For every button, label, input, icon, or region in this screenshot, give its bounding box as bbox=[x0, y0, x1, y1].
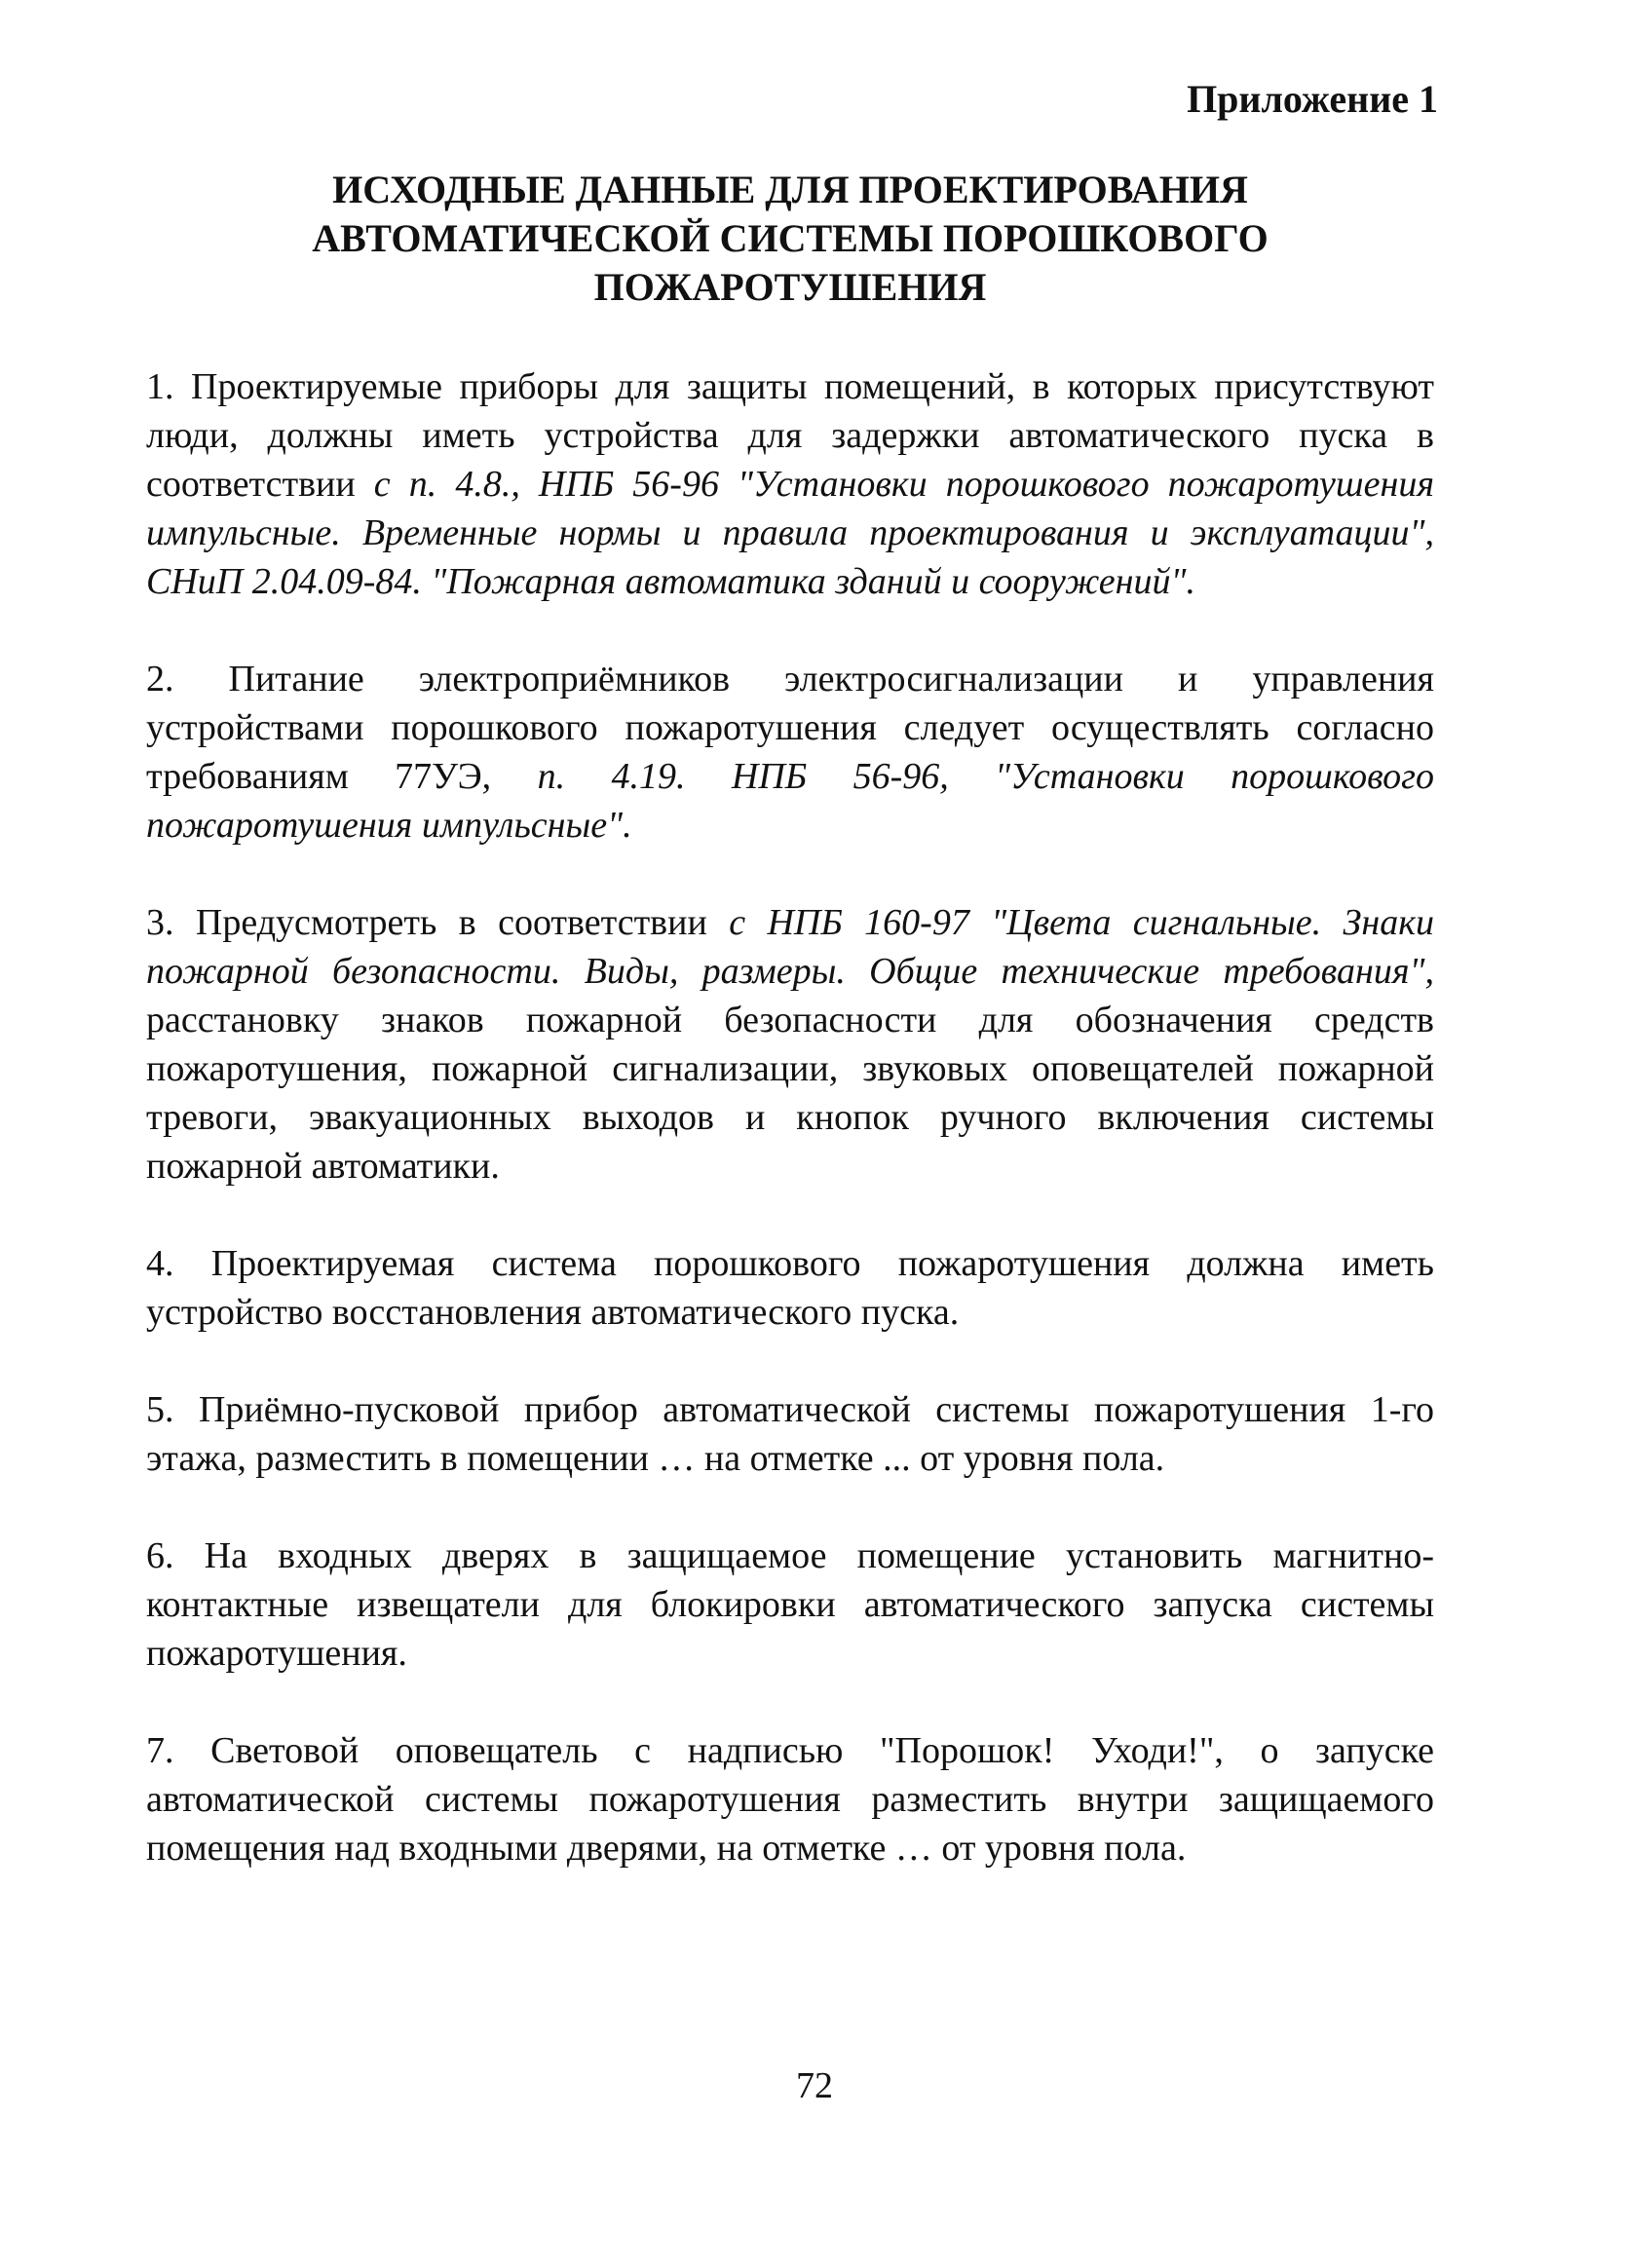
paragraph-3-text-end: расстановку знаков пожарной безопасности для обозначения средств пожаротушения, пожарной сигнализации, звуковых оповещателей пожарной тревоги, эвакуационных выходов и кнопок ручного включения системы пожарной автоматики. bbox=[146, 1000, 1434, 1187]
document-title bbox=[146, 166, 1434, 312]
paragraph-2-reference: п. 4.19. НПБ 56-96, "Установки порошкового пожаротушения импульсные". bbox=[146, 756, 1435, 846]
paragraph-6: 6. На входных дверях в защищаемое помещение установить магнитно-контактные извещатели для блокировки автоматического запуска системы пожаротушения. bbox=[146, 1535, 1434, 1674]
paragraph-5: 5. Приёмно-пусковой прибор автоматической системы пожаротушения 1-го этажа, разместить в помещении … на отметке ... от уровня пола. bbox=[146, 1389, 1434, 1479]
paragraph-1-reference: с п. 4.8., НПБ 56-96 "Установки порошкового пожаротушения импульсные. Временные нормы и правила проектирования и эксплуатации", СНиП 2.04.09-84. "Пожарная автоматика зданий и сооружений". bbox=[146, 464, 1434, 602]
appendix-label: Приложение 1 bbox=[1187, 77, 1438, 121]
paragraph-3-text-start: 3. Предусмотреть в соответствии bbox=[146, 902, 730, 943]
paragraph-3 bbox=[146, 898, 1434, 1191]
title-line-3: ПОЖАРОТУШЕНИЯ bbox=[593, 265, 987, 309]
page-number: 72 bbox=[796, 2065, 833, 2106]
paragraph-4: 4. Проектируемая система порошкового пожаротушения должна иметь устройство восстановления автоматического пуска. bbox=[146, 1243, 1434, 1333]
paragraph-3-reference: с НПБ 160-97 "Цвета сигнальные. Знаки пожарной безопасности. Виды, размеры. Общие технические требования", bbox=[146, 902, 1434, 992]
paragraph-1 bbox=[146, 362, 1434, 606]
paragraph-2-text: 2. Питание электроприёмников электросигнализации и управления устройствами порошкового пожаротушения следует осуществлять согласно требованиям 77УЭ, bbox=[146, 659, 1434, 797]
paragraph-2 bbox=[146, 655, 1434, 850]
document-body bbox=[146, 362, 1434, 1921]
title-line-2: АВТОМАТИЧЕСКОЙ СИСТЕМЫ ПОРОШКОВОГО bbox=[312, 216, 1269, 260]
paragraph-1-text: 1. Проектируемые приборы для защиты помещений, в которых присутствуют люди, должны иметь устройства для задержки автоматического пуска в соответствии bbox=[146, 366, 1434, 505]
paragraph-7: 7. Световой оповещатель с надписью "Порошок! Уходи!", о запуске автоматической системы пожаротушения разместить внутри защищаемого помещения над входными дверями, на отметке … от уровня пола. bbox=[146, 1730, 1434, 1869]
title-line-1: ИСХОДНЫЕ ДАННЫЕ ДЛЯ ПРОЕКТИРОВАНИЯ bbox=[332, 168, 1248, 211]
